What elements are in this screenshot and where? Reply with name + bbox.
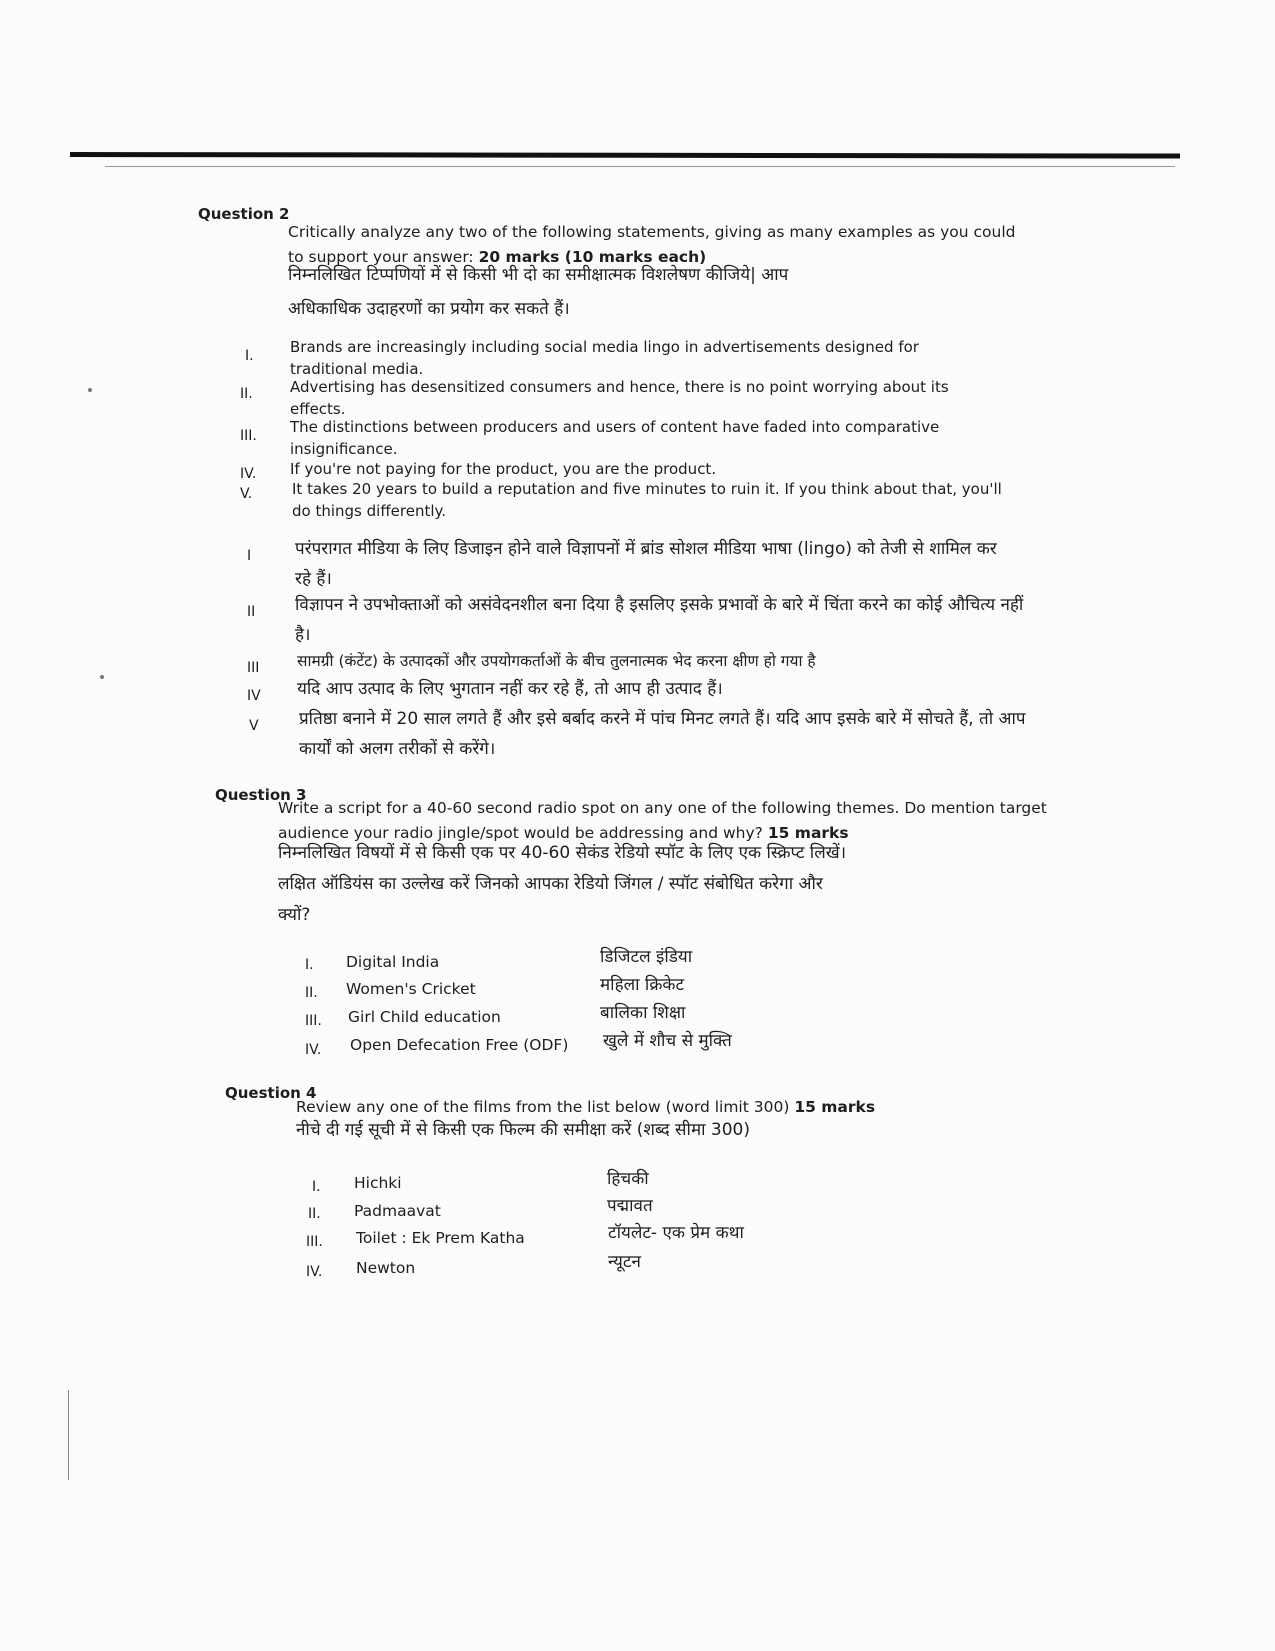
question-4-prompt-text: Review any one of the films from the list below (word limit 300) (296, 1098, 795, 1116)
question-3-prompt-hindi-line: लक्षित ऑडियंस का उल्लेख करें जिनको आपका रेडियो जिंगल / स्पॉट संबोधित करेगा और (278, 874, 823, 894)
film-en: Hichki (354, 1174, 402, 1192)
question-4-marks: 15 marks (794, 1098, 876, 1116)
question-3-prompt-hindi-line: क्यों? (278, 905, 311, 925)
statement-en: Advertising has desensitized consumers and hence, there is no point worrying about its effects. (290, 378, 949, 418)
question-3-prompt-text: Write a script for a 40-60 second radio spot on any one of the following themes. Do mention target audience your radio jingle/spot would be addressing and why? (278, 799, 1047, 842)
theme-numeral: II. (305, 985, 318, 1001)
film-numeral: II. (308, 1206, 321, 1222)
statement-en: It takes 20 years to build a reputation and five minutes to ruin it. If you think about that, you'll do things differently. (292, 480, 1002, 520)
question-3-label: Question 3 (215, 786, 307, 804)
scan-speck (88, 388, 92, 392)
statement-en: The distinctions between producers and users of content have faded into comparative insignificance. (290, 418, 940, 458)
question-3-marks: 15 marks (767, 824, 849, 842)
margin-line (68, 1390, 69, 1480)
statement-hi: प्रतिष्ठा बनाने में 20 साल लगते हैं और इसे बर्बाद करने में पांच मिनट लगते हैं। यदि आप इसके बारे में सोचते हैं, तो आप कार्यों को अलग तरीकों से करेंगे। (299, 709, 1026, 759)
film-hi: हिचकी (607, 1169, 649, 1189)
statement-numeral: II (247, 604, 256, 620)
theme-en: Women's Cricket (346, 980, 476, 998)
statement-en: If you're not paying for the product, you are the product. (290, 460, 717, 478)
question-2-prompt-text: Critically analyze any two of the following statements, giving as many examples as you could to support your answer: (288, 223, 1016, 266)
theme-en: Girl Child education (348, 1008, 501, 1026)
question-4-label: Question 4 (225, 1084, 317, 1102)
question-2-prompt-hindi-line: निम्नलिखित टिप्पणियों में से किसी भी दो का समीक्षात्मक विशलेषण कीजिये| आप (288, 265, 789, 285)
film-numeral: IV. (306, 1264, 323, 1280)
film-hi: टॉयलेट- एक प्रेम कथा (608, 1223, 744, 1243)
film-numeral: III. (306, 1234, 323, 1250)
theme-numeral: I. (305, 957, 314, 973)
statement-numeral: I (247, 548, 252, 564)
statement-hi: परंपरागत मीडिया के लिए डिजाइन होने वाले विज्ञापनों में ब्रांड सोशल मीडिया भाषा (lingo) को तेजी से शामिल कर रहे हैं। (295, 539, 997, 589)
statement-numeral: III (247, 660, 260, 676)
statement-hi: विज्ञापन ने उपभोक्ताओं को असंवेदनशील बना दिया है इसलिए इसके प्रभावों के बारे में चिंता करने का कोई औचित्य नहीं है। (295, 595, 1024, 645)
theme-hi: डिजिटल इंडिया (600, 947, 693, 967)
question-2-marks: 20 marks (10 marks each) (478, 248, 707, 266)
header-rule (70, 152, 1180, 159)
statement-numeral: V (249, 718, 259, 734)
theme-numeral: IV. (305, 1042, 322, 1058)
question-3-prompt-hindi (278, 838, 1068, 931)
question-2-prompt-hindi-line: अधिकाधिक उदाहरणों का प्रयोग कर सकते हैं। (288, 299, 570, 319)
statement-numeral: IV (247, 688, 261, 704)
statement-numeral: III. (240, 428, 257, 444)
statement-en: Brands are increasingly including social media lingo in advertisements designed for traditional media. (290, 338, 919, 378)
film-en: Padmaavat (354, 1202, 441, 1220)
question-3-prompt-hindi-line: निम्नलिखित विषयों में से किसी एक पर 40-60 सेकंड रेडियो स्पॉट के लिए एक स्क्रिप्ट लिखें। (278, 843, 847, 863)
film-numeral: I. (312, 1179, 321, 1195)
question-2-prompt-hindi (288, 258, 1048, 326)
film-en: Toilet : Ek Prem Katha (356, 1229, 525, 1247)
scan-speck (100, 675, 104, 679)
theme-hi: महिला क्रिकेट (600, 975, 685, 995)
theme-numeral: III. (305, 1013, 322, 1029)
theme-hi: बालिका शिक्षा (600, 1003, 686, 1023)
theme-en: Digital India (346, 953, 440, 971)
theme-en: Open Defecation Free (ODF) (350, 1036, 569, 1054)
question-2-label: Question 2 (198, 205, 290, 223)
film-hi: न्यूटन (608, 1252, 641, 1272)
statement-hi: सामग्री (कंटेंट) के उत्पादकों और उपयोगकर्ताओं के बीच तुलनात्मक भेद करना क्षीण हो गया है (297, 652, 816, 670)
statement-numeral: I. (245, 348, 254, 364)
statement-hi: यदि आप उत्पाद के लिए भुगतान नहीं कर रहे हैं, तो आप ही उत्पाद हैं। (297, 679, 723, 699)
film-en: Newton (356, 1259, 416, 1277)
header-rule-thin (105, 166, 1175, 167)
statement-numeral: IV. (240, 466, 257, 482)
film-hi: पद्मावत (607, 1196, 653, 1216)
question-4-prompt-hindi: नीचे दी गई सूची में से किसी एक फिल्म की समीक्षा करें (शब्द सीमा 300) (296, 1120, 751, 1140)
theme-hi: खुले में शौच से मुक्ति (603, 1031, 732, 1051)
statement-numeral: V. (240, 486, 253, 502)
statement-numeral: II. (240, 386, 253, 402)
